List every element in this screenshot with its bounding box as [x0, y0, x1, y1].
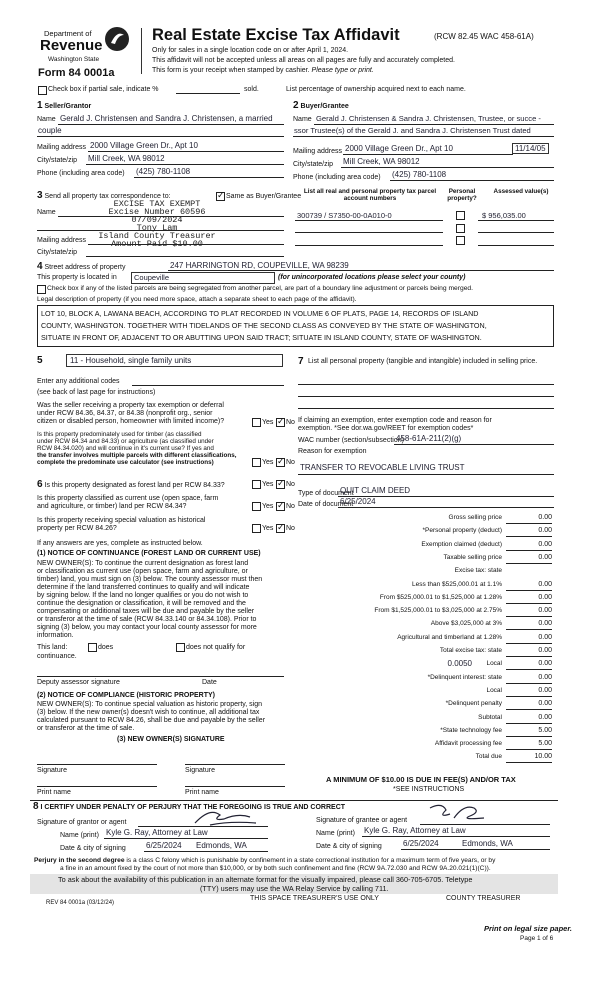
- fee-row: [300, 740, 552, 750]
- fee-label: Excise tax: state: [454, 567, 502, 575]
- seller-city-line: [86, 164, 284, 165]
- owner-sig-label-2: Signature: [185, 767, 215, 774]
- section7-num: 7: [298, 356, 304, 367]
- seller-city-label: City/state/zip: [37, 157, 78, 164]
- fee-value[interactable]: 0.00: [538, 713, 552, 721]
- s5-q2-line5: complete the predominate use calculator (see instructions): [37, 459, 214, 466]
- buyer-city-label: City/state/zip: [293, 161, 334, 168]
- fee-label: *Delinquent interest: state: [427, 673, 502, 681]
- cont-line-6: continue the designation or classification, it will be removed and the: [37, 600, 246, 607]
- seller-name-label: Name: [37, 116, 56, 123]
- s6-q3-line1: Is this property receiving special valuation as historical: [37, 517, 206, 524]
- fee-value-line: [506, 683, 552, 684]
- owner-print-line-1: [37, 786, 157, 787]
- s6-q3-no-checkbox[interactable]: [276, 524, 285, 533]
- fee-row: [300, 567, 552, 577]
- fee-label: Less than $525,000.01 at 1.1%: [412, 580, 502, 588]
- owner-sig-line-1: [37, 764, 157, 765]
- local-rate-value[interactable]: 0.0050: [447, 659, 472, 669]
- stamp-line-1: EXCISE TAX EXEMPT: [113, 199, 201, 209]
- fee-row: [300, 527, 552, 537]
- fee-value-line: [506, 762, 552, 763]
- s5-q1-line3: citizen or disabled person, homeowner with limited income)?: [37, 418, 225, 425]
- treasurer-use: THIS SPACE TREASURER'S USE ONLY: [250, 895, 379, 902]
- fee-value-line: [506, 736, 552, 737]
- does-label: does: [98, 644, 114, 651]
- grantor-name-value[interactable]: Kyle G. Ray, Attorney at Law: [106, 828, 208, 837]
- personal-property-line-2: [298, 396, 554, 397]
- s5-q1-line1: Was the seller receiving a property tax exemption or deferral: [37, 402, 224, 409]
- continuance-label: continuance.: [37, 653, 77, 660]
- fee-value-line: [506, 523, 552, 524]
- s6-q3-yes-checkbox[interactable]: [252, 524, 261, 533]
- correspondence-section-num: 3: [37, 190, 43, 201]
- s6-q1-no-label: No: [286, 481, 295, 488]
- buyer-phone-line: [390, 180, 554, 181]
- s5-q2-line2: under RCW 84.34 and 84.33) or agriculture (as classified under: [37, 438, 214, 445]
- fee-value[interactable]: 0.00: [538, 700, 552, 708]
- legal-line-2: COUNTY, WASHINGTON. TOGETHER WITH TIDELANDS OF THE SECOND CLASS AS CONVEYED BY THE STATE OF WASHINGTON,: [41, 321, 487, 330]
- stamp-line-6: Amount Paid $10.00: [111, 239, 203, 249]
- s5-q1-no-label: No: [286, 419, 295, 426]
- s6-q1-no-checkbox[interactable]: [276, 480, 285, 489]
- fee-row: [300, 687, 552, 697]
- s6-q3-line2: property per RCW 84.26?: [37, 525, 117, 532]
- section6-num: 6: [37, 479, 43, 490]
- street-line: [168, 270, 554, 271]
- fee-value-line: [506, 696, 552, 697]
- buyer-mailing-label: Mailing address: [293, 148, 343, 155]
- parcel-row-2-line: [295, 232, 443, 233]
- stamp-line-5: Island County Treasurer: [98, 231, 216, 241]
- buyer-mailing-line: [343, 154, 513, 155]
- buyer-name-line: [314, 124, 554, 125]
- personal-property-line-1: [298, 384, 554, 385]
- agency-line3: Washington State: [48, 56, 100, 63]
- deputy-sig-line: [37, 676, 284, 677]
- buyer-phone-value[interactable]: (425) 780-1108: [392, 170, 447, 179]
- grantee-city-value[interactable]: Edmonds, WA: [462, 839, 513, 848]
- owner-print-label-1: Print name: [37, 789, 71, 796]
- s6-q2-no-label: No: [286, 503, 295, 510]
- located-label: This property is located in: [37, 274, 117, 281]
- fee-value-line: [506, 643, 552, 644]
- fee-value-line: [506, 536, 552, 537]
- fee-row: [300, 660, 552, 670]
- doc-type-label: Type of document: [298, 490, 354, 497]
- located-select[interactable]: Coupeville: [131, 272, 275, 284]
- parcel-row-3-line: [295, 245, 443, 246]
- s6-q2-yes-checkbox[interactable]: [252, 502, 261, 511]
- fee-value[interactable]: 0.00: [538, 620, 552, 628]
- parcel-row-3-value-line: [478, 245, 554, 246]
- fee-value[interactable]: 0.00: [538, 514, 552, 521]
- page-number: Page 1 of 6: [520, 935, 554, 942]
- buyer-section-num: 2: [293, 100, 299, 111]
- cont-line-2: or classification as current use (open space, farm and agriculture, or: [37, 568, 248, 575]
- s6-q3-no-label: No: [286, 525, 295, 532]
- perjury-text: is a class C felony which is punishable by confinement in a state correctional institution for a maximum term of five years, or by: [124, 857, 496, 864]
- grantee-sig-label: Signature of grantee or agent: [316, 817, 408, 824]
- alt-format-line-2: (TTY) users may use the WA Relay Service by calling 711.: [200, 884, 389, 893]
- buyer-name-value-2[interactable]: ssor Trustee(s) of the Gerald J. and Sandra J. Christensen Trust dated: [294, 126, 531, 135]
- alt-format-line-1: To ask about the availability of this publication in an alternate format for the visually impaired, please call 360-705-6705. Teletype: [58, 875, 473, 884]
- s5-q1-yes-checkbox[interactable]: [252, 418, 261, 427]
- fee-value[interactable]: 5.00: [538, 740, 552, 748]
- continuance-text: [37, 560, 287, 640]
- parcel-header-personal: Personal property?: [447, 188, 477, 202]
- fee-row: [300, 714, 552, 724]
- fee-value-line: [506, 656, 552, 657]
- parcel-row-2-personal-checkbox[interactable]: [456, 224, 465, 233]
- fee-label: *State technology fee: [440, 726, 502, 734]
- fee-value-line: [506, 749, 552, 750]
- seller-name-value-2[interactable]: couple: [38, 126, 62, 135]
- buyer-name-value[interactable]: Gerald J. Christensen & Sandra J. Christensen, Trustee, or succe -: [316, 114, 541, 123]
- s5-q2-line3: RCW 84.34.020) and will continue in it's current use? If yes and: [37, 445, 214, 452]
- buyer-city-line: [341, 167, 554, 168]
- fee-value-line: [506, 550, 552, 551]
- grantee-date-line: [401, 849, 550, 850]
- comp-line-4: or transferor at the time of sale.: [37, 725, 135, 732]
- continuance-heading: (1) NOTICE OF CONTINUANCE (FOREST LAND OR CURRENT USE): [37, 550, 261, 557]
- fee-row: [300, 594, 552, 604]
- cont-line-3: timber) land, you must sign on (3) below. The county assessor must then: [37, 576, 263, 583]
- owner-sig-label-1: Signature: [37, 767, 67, 774]
- parcel-row-2-value-line: [478, 232, 554, 233]
- fee-value[interactable]: 0.00: [538, 660, 552, 668]
- seller-mailing-value[interactable]: 2000 Village Green Dr., Apt 10: [90, 141, 198, 150]
- s5-q2-no-label: No: [286, 459, 295, 466]
- wac-line: [394, 444, 554, 445]
- fee-row: [300, 607, 552, 617]
- seller-heading: [37, 102, 91, 111]
- comp-line-3: calculated pursuant to RCW 84.26, shall be due and payable by the seller: [37, 717, 266, 724]
- s5-q2-line4: the transfer involves multiple parcels with different classifications,: [37, 452, 237, 459]
- fee-value[interactable]: 0.00: [538, 633, 552, 641]
- grantee-name-line: [362, 836, 550, 837]
- fee-row: [300, 554, 552, 564]
- fee-label: From $1,525,000.01 to $3,025,000 at 2.75%: [374, 607, 502, 615]
- segregated-checkbox[interactable]: [37, 285, 46, 294]
- wac-label: WAC number (section/subsection): [298, 437, 404, 444]
- see-instructions: *SEE INSTRUCTIONS: [393, 786, 465, 793]
- additional-codes-note: (see back of last page for instructions): [37, 389, 156, 396]
- s5-q2-no-checkbox[interactable]: [276, 458, 285, 467]
- does-checkbox[interactable]: [88, 643, 97, 652]
- fee-label: Local: [486, 660, 502, 668]
- seller-name-value[interactable]: Gerald J. Christensen and Sandra J. Christensen, a married: [60, 114, 273, 123]
- does-not-checkbox[interactable]: [176, 643, 185, 652]
- same-as-buyer-label: Same as Buyer/Grantee: [226, 193, 302, 200]
- stamp-line-2: Excise Number 60596: [108, 207, 206, 217]
- buyer-city-value[interactable]: Mill Creek, WA 98012: [343, 157, 420, 166]
- fee-value[interactable]: 0.00: [538, 553, 552, 561]
- grantor-city-value[interactable]: Edmonds, WA: [196, 841, 247, 850]
- partial-sale-percent-line: [176, 93, 240, 94]
- parcel-row-1-value-line: [478, 220, 554, 221]
- perjury-line-1: [34, 857, 495, 865]
- grantor-sig-label: Signature of grantor or agent: [37, 819, 127, 826]
- s6-q1: [37, 481, 225, 490]
- fee-value-line: [506, 590, 552, 591]
- fee-label: Exemption claimed (deduct): [421, 540, 502, 548]
- fee-label: Total excise tax: state: [439, 647, 502, 654]
- doc-date-label: Date of document: [298, 501, 354, 508]
- fee-label: *Personal property (deduct): [422, 527, 502, 535]
- fee-label: Local: [486, 686, 502, 694]
- seller-mailing-label: Mailing address: [37, 144, 87, 151]
- cont-line-10: information.: [37, 632, 74, 639]
- parcel-row-1-line: [295, 220, 443, 221]
- fee-row: [300, 514, 552, 524]
- this-land-label: This land:: [37, 644, 68, 651]
- seller-name-line: [58, 124, 284, 125]
- cont-line-1: NEW OWNER(S): To continue the current designation as forest land: [37, 560, 249, 567]
- fee-value[interactable]: 0.00: [538, 673, 552, 681]
- seller-mailing-line: [88, 151, 284, 152]
- exemption-label-1: If claiming an exemption, enter exemption code and reason for: [298, 417, 492, 424]
- new-owner-heading: (3) NEW OWNER(S) SIGNATURE: [117, 736, 225, 743]
- header-note-3-text: This form is your receipt when stamped by cashier.: [152, 67, 310, 74]
- personal-property-line-3: [298, 408, 554, 409]
- s5-q2-yes-label: Yes: [262, 459, 274, 466]
- exemption-label-2: exemption. *See dor.wa.gov/REET for exemption codes*: [298, 425, 474, 432]
- compliance-heading: (2) NOTICE OF COMPLIANCE (HISTORIC PROPERTY): [37, 692, 215, 699]
- reason-line: [298, 474, 554, 475]
- located-note: (for unincorporated locations please select your county): [278, 274, 466, 281]
- fee-value[interactable]: 10.00: [534, 753, 552, 761]
- doc-type-value[interactable]: QUIT CLAIM DEED: [340, 486, 411, 495]
- fee-row: [300, 634, 552, 644]
- parcel-row-1-personal-checkbox[interactable]: [456, 211, 465, 220]
- revenue-logo-icon: [104, 26, 130, 52]
- comp-line-2: (3) below. If the new owner(s) doesn't wish to continue, all additional tax: [37, 709, 260, 716]
- seller-phone-line: [134, 177, 284, 178]
- corr-name-label: Name: [37, 209, 56, 216]
- corr-mailing-label: Mailing address: [37, 237, 87, 244]
- s6-q1-text: Is this property designated as forest land per RCW 84.33?: [44, 482, 225, 489]
- owner-print-label-2: Print name: [185, 789, 219, 796]
- fee-label: Agricultural and timberland at 1.28%: [397, 633, 502, 641]
- street-label-text: Street address of property: [44, 264, 126, 271]
- does-not-label: does not qualify for: [186, 644, 246, 651]
- fee-row: [300, 674, 552, 684]
- minimum-due: A MINIMUM OF $10.00 IS DUE IN FEE(S) AND/OR TAX: [326, 775, 516, 784]
- fee-row: [300, 620, 552, 630]
- cont-line-9: signing (3) below, you may contact your local county assessor for more: [37, 624, 257, 631]
- grantor-date-label: Date & city of signing: [60, 845, 126, 852]
- parcel-header-value: Assessed value(s): [493, 188, 549, 195]
- header-note-1: Only for sales in a single location code on or after April 1, 2024.: [152, 47, 349, 54]
- fee-value[interactable]: 0.00: [538, 686, 552, 694]
- corr-city-label: City/state/zip: [37, 249, 78, 256]
- partial-sale-suffix: sold.: [244, 86, 259, 93]
- grantee-signature-icon: [420, 800, 490, 826]
- cont-line-8: or transferor at the time of sale (RCW 84.33.140 or 84.34.108). Prior to: [37, 616, 257, 623]
- s5-q1-no-checkbox[interactable]: [276, 418, 285, 427]
- form-title-ref: (RCW 82.45 WAC 458-61A): [434, 32, 534, 41]
- grantee-name-label: Name (print): [316, 830, 355, 837]
- fee-value[interactable]: 0.00: [538, 540, 552, 548]
- property-section-num: 4: [37, 261, 43, 272]
- doc-date-line: [338, 507, 554, 508]
- fee-label: Gross selling price: [448, 514, 502, 521]
- print-note: Print on legal size paper.: [484, 924, 572, 933]
- parcel-row-3-personal-checkbox[interactable]: [456, 236, 465, 245]
- form-title: Real Estate Excise Tax Affidavit: [152, 26, 400, 44]
- ownership-label: List percentage of ownership acquired next to each name.: [286, 86, 466, 93]
- fee-label: Above $3,025,000 at 3%: [430, 620, 502, 628]
- corr-city-line: [86, 256, 284, 257]
- header-note-3: [152, 67, 374, 75]
- seller-name-line-2: [37, 136, 284, 137]
- seller-heading-text: Seller/Grantor: [44, 103, 92, 110]
- fee-value[interactable]: 0.00: [538, 580, 552, 588]
- fee-label: Subtotal: [478, 713, 502, 721]
- seller-section-num: 1: [37, 100, 43, 111]
- owner-sig-line-2: [185, 764, 285, 765]
- fee-label: Affidavit processing fee: [434, 740, 502, 748]
- fee-value-line: [506, 616, 552, 617]
- rev-number: REV 84 0001a (03/12/24): [46, 900, 115, 906]
- fee-label: From $525,000.01 to $1,525,000 at 1.28%: [379, 593, 502, 601]
- seller-phone-value[interactable]: (425) 780-1108: [136, 167, 191, 176]
- legal-label: Legal description of property (if you need more space, attach a separate sheet to each page of the affidavit).: [37, 296, 357, 303]
- comp-line-1: NEW OWNER(S): To continue special valuation as historic property, sign: [37, 701, 262, 708]
- s6-q2-no-checkbox[interactable]: [276, 502, 285, 511]
- header-divider: [141, 28, 142, 74]
- use-code-select[interactable]: 11 - Household, single family units: [66, 354, 283, 367]
- fee-row: [300, 700, 552, 710]
- fee-row: [300, 647, 552, 657]
- owner-print-line-2: [185, 786, 285, 787]
- correspondence-label-text: Send all property tax correspondence to:: [44, 193, 171, 200]
- buyer-mailing-extra[interactable]: 11/14/05: [512, 143, 549, 154]
- section8-num: 8: [33, 801, 39, 812]
- seller-phone-label: Phone (including area code): [37, 170, 125, 177]
- buyer-name-label: Name: [293, 116, 312, 123]
- legal-line-1: LOT 10, BLOCK A, LAWANA BEACH, ACCORDING TO PLAT RECORDED IN VOLUME 6 OF PLATS, PAGE 14, RECORDS OF ISLAND: [41, 309, 479, 318]
- fee-row: [300, 753, 552, 763]
- cont-line-4: determine if the land transferred continues to qualify and will indicate: [37, 584, 250, 591]
- fee-row: [300, 727, 552, 737]
- buyer-mailing-value[interactable]: 2000 Village Green Dr., Apt 10: [345, 144, 453, 153]
- s5-q1-line2: under RCW 84.36, 84.37, or 84.38 (nonprofit org., senior: [37, 410, 213, 417]
- section5-num: 5: [37, 355, 43, 366]
- buyer-name-line-2: [293, 136, 554, 137]
- parcel-row-1-value[interactable]: $ 956,035.00: [482, 211, 526, 220]
- cont-line-5: by signing below. If the land no longer qualifies or you do not wish to: [37, 592, 249, 599]
- legal-line-3: SITUATE IN FRONT OF, ADJACENT TO OR ABUTTING UPON SAID TRACT; SITUATE IN ISLAND COUNTY, STATE OF WASHINGTON.: [41, 333, 482, 342]
- reason-label: Reason for exemption: [298, 448, 367, 455]
- segregated-label: Check box if any of the listed parcels are being segregated from another parcel, are part of a boundary line adjustment or parcels being merged.: [47, 285, 474, 292]
- s5-q2-yes-checkbox[interactable]: [252, 458, 261, 467]
- buyer-heading: [293, 102, 349, 111]
- fee-value-line: [506, 709, 552, 710]
- additional-codes-line: [132, 385, 284, 386]
- fee-value[interactable]: 0.00: [538, 593, 552, 601]
- s5-q2-line1: Is this property predominately used for timber (as classified: [37, 431, 202, 438]
- grantee-date-label: Date & city of signing: [316, 843, 382, 850]
- grantor-date-value[interactable]: 6/25/2024: [146, 841, 182, 850]
- reason-value[interactable]: TRANSFER TO REVOCABLE LIVING TRUST: [300, 463, 465, 472]
- doc-date-value[interactable]: 6/25/2024: [340, 497, 376, 506]
- grantee-name-value[interactable]: Kyle G. Ray, Attorney at Law: [364, 826, 466, 835]
- parcel-header-account: List all real and personal property tax parcel account numbers: [303, 188, 437, 202]
- fee-label: Total due: [475, 753, 502, 761]
- agency-line1: Department of: [44, 29, 92, 38]
- deputy-sig-label: Deputy assessor signature: [37, 679, 120, 686]
- stamp-line-3: 07/09/2024: [131, 215, 183, 225]
- grantor-name-label: Name (print): [60, 832, 99, 839]
- compliance-text: [37, 701, 287, 733]
- buyer-heading-text: Buyer/Grantee: [300, 103, 349, 110]
- s5-q1-yes-label: Yes: [262, 419, 274, 426]
- perjury-bold: Perjury in the second degree: [34, 857, 125, 864]
- header-note-3-em: Please type or print.: [311, 67, 374, 74]
- fee-value-line: [506, 629, 552, 630]
- county-treasurer: COUNTY TREASURER: [446, 895, 521, 902]
- s6-q2-line2: and agriculture, or timber) land per RCW 84.34?: [37, 503, 187, 510]
- partial-sale-label: Check box if partial sale, indicate %: [48, 86, 159, 93]
- grantor-name-line: [104, 838, 268, 839]
- s6-q2-yes-label: Yes: [262, 503, 274, 510]
- excise-exempt-stamp: [82, 200, 232, 248]
- fee-value-line: [506, 563, 552, 564]
- buyer-phone-label: Phone (including area code): [293, 174, 381, 181]
- grantor-signature-icon: [190, 805, 260, 829]
- grantee-date-value[interactable]: 6/25/2024: [403, 839, 439, 848]
- section7-label: List all personal property (tangible and intangible) included in selling price.: [308, 358, 538, 365]
- form-number: Form 84 0001a: [38, 67, 115, 79]
- street-value[interactable]: 247 HARRINGTON RD, COUPEVILLE, WA 98239: [170, 261, 349, 270]
- seller-city-value[interactable]: Mill Creek, WA 98012: [88, 154, 165, 163]
- fee-value-line: [506, 603, 552, 604]
- s6-q1-yes-label: Yes: [262, 481, 274, 488]
- fee-value-line: [506, 669, 552, 670]
- street-label: [37, 263, 125, 272]
- fee-value[interactable]: 0.00: [538, 527, 552, 535]
- fee-value[interactable]: 0.00: [538, 607, 552, 615]
- certify-text: I CERTIFY UNDER PENALTY OF PERJURY THAT THE FOREGOING IS TRUE AND CORRECT: [40, 804, 346, 811]
- agency-line2: Revenue: [40, 37, 103, 54]
- s6-q1-yes-checkbox[interactable]: [252, 480, 261, 489]
- stamp-line-4: Tony Lam: [136, 223, 178, 233]
- header-note-2: This affidavit will not be accepted unless all areas on all pages are fully and accurately completed.: [152, 57, 455, 64]
- grantor-date-line: [144, 851, 268, 852]
- fee-row: [300, 541, 552, 551]
- fee-value[interactable]: 5.00: [538, 726, 552, 734]
- s6-q3-yes-label: Yes: [262, 525, 274, 532]
- partial-sale-checkbox[interactable]: [38, 86, 47, 95]
- additional-codes-label: Enter any additional codes: [37, 378, 120, 385]
- fee-value-line: [506, 723, 552, 724]
- perjury-line-2: a fine in an amount fixed by the court of not more than $10,000, or by both such confinement and fine (RCW 9A.72.030 and RCW 9A.20.021(1)(C)).: [60, 865, 491, 872]
- wac-value[interactable]: 458-61A-211(2)(g): [396, 434, 462, 443]
- s6-q2-line1: Is this property classified as current use (open space, farm: [37, 495, 219, 502]
- parcel-row-1-account[interactable]: 300739 / S7350-00-0A010-0: [297, 211, 392, 220]
- cont-line-7: compensating or additional taxes will be due and payable by the seller: [37, 608, 255, 615]
- deputy-date-label: Date: [202, 679, 217, 686]
- s6-note: If any answers are yes, complete as instructed below.: [37, 540, 203, 547]
- fee-label: *Delinquent penalty: [445, 700, 502, 708]
- fee-value[interactable]: 0.00: [538, 647, 552, 654]
- dor-logo: [30, 22, 134, 70]
- fee-label: Taxable selling price: [443, 553, 502, 561]
- fee-row: [300, 581, 552, 591]
